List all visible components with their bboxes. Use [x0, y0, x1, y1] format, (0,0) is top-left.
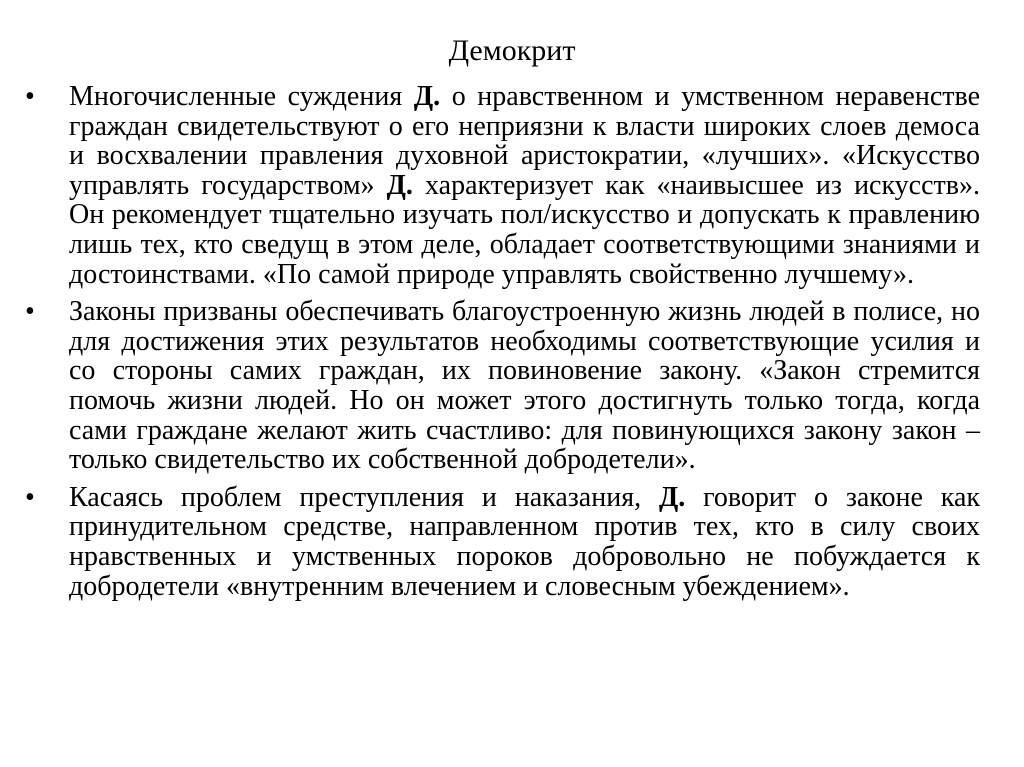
bullet-marker: •: [25, 296, 35, 328]
bullet-item: [25, 297, 980, 475]
bullet-item: [25, 82, 980, 289]
bullet-text-part: Законы призваны обеспечивать благоустроенную жизнь людей в полисе, но для достижения этих результатов необходимы соответствующие усилия и со стороны самих граждан, их повиновение закону. «Закон стремится помочь жизни людей. Но он может этого достигнуть только тогда, когда сами граждане желают жить счастливо: для повинующихся закону закон – только свидетельство их собственной добродетели».: [69, 296, 980, 476]
bullet-marker: •: [25, 481, 35, 513]
bullet-text-bold: Д.: [386, 169, 413, 201]
bullet-text-bold: Д.: [658, 481, 686, 513]
bullet-text-part: о нравственном и умственном неравенстве граждан свидетельствуют о его неприязни к власти широких слоев демоса и восхвалении правления духовной аристократии, «лучших». «Искусство управлять государством»: [69, 81, 980, 201]
bullet-text-part: Многочисленные суждения: [69, 81, 414, 112]
bullet-text-part: говорит о законе как принудительном средстве, направленном против тех, кто в силу своих нравственных и умственных пороков добровольно не побуждается к добродетели «внутренним влечением и словесным убеждением».: [69, 481, 980, 602]
bullet-marker: •: [25, 81, 35, 112]
bullet-text: [69, 482, 980, 602]
bullet-text-bold: Д.: [413, 81, 441, 112]
slide-title: Демокрит: [448, 34, 576, 67]
bullet-text-part: Касаясь проблем преступления и наказания,: [69, 481, 659, 513]
bullet-item: [25, 483, 980, 601]
bullet-text-part: характеризует как «наивысшее из искусств». Он рекомендует тщательно изучать пол/искусство и допускать к правлению лишь тех, кто сведущ в этом деле, обладает соответствующими знаниями и достоинствами. «По самой природе управлять свойственно лучшему».: [69, 169, 980, 290]
bullet-list: [25, 82, 980, 609]
bullet-text: [69, 81, 980, 290]
bullet-text: [69, 296, 980, 475]
